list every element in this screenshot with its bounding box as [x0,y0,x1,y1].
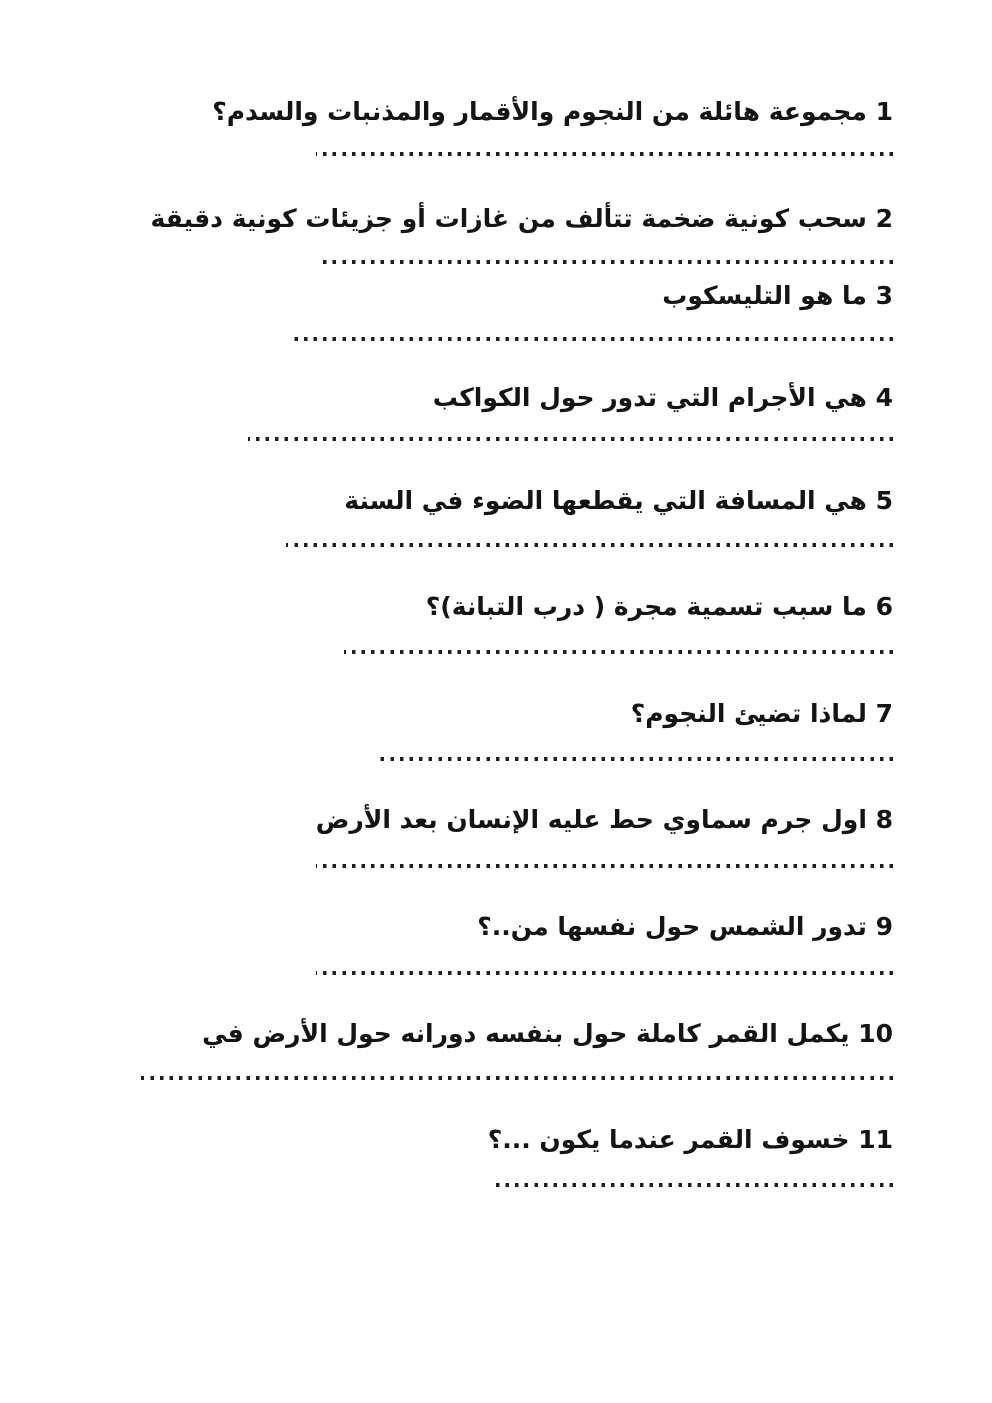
question-10-text: 10 يكمل القمر كاملة حول بنفسه دورانه حول الأرض في [202,1019,893,1048]
question-2-text: 2 سحب كونية ضخمة تتألف من غازات أو جزيئات كونية دقيقة [150,204,893,233]
question-7-text: 7 لماذا تضيئ النجوم؟ [630,699,893,728]
answer-line-2 [317,260,893,264]
answer-line-7 [376,757,893,761]
question-5-text: 5 هي المسافة التي يقطعها الضوء في السنة [344,486,893,515]
question-4-text: 4 هي الأجرام التي تدور حول الكواكب [432,383,893,412]
answer-line-8 [316,864,893,868]
question-3-text: 3 ما هو التليسكوب [662,281,893,310]
question-6-text: 6 ما سبب تسمية مجرة ( درب التبانة)؟ [425,592,893,621]
question-11-text: 11 خسوف القمر عندما يكون ...؟ [487,1125,893,1154]
question-8-text: 8 اول جرم سماوي حط عليه الإنسان بعد الأرض [315,805,893,834]
answer-line-1 [316,152,893,156]
answer-line-11 [495,1183,893,1187]
answer-line-6 [344,650,893,654]
question-1-text: 1 مجموعة هائلة من النجوم والأقمار والمذنبات والسدم؟ [212,97,893,126]
answer-line-5 [286,543,893,547]
answer-line-3 [288,337,893,341]
answer-line-10 [141,1076,893,1080]
answer-line-9 [316,971,893,975]
question-9-text: 9 تدور الشمس حول نفسها من..؟ [477,912,893,941]
answer-line-4 [248,437,893,441]
